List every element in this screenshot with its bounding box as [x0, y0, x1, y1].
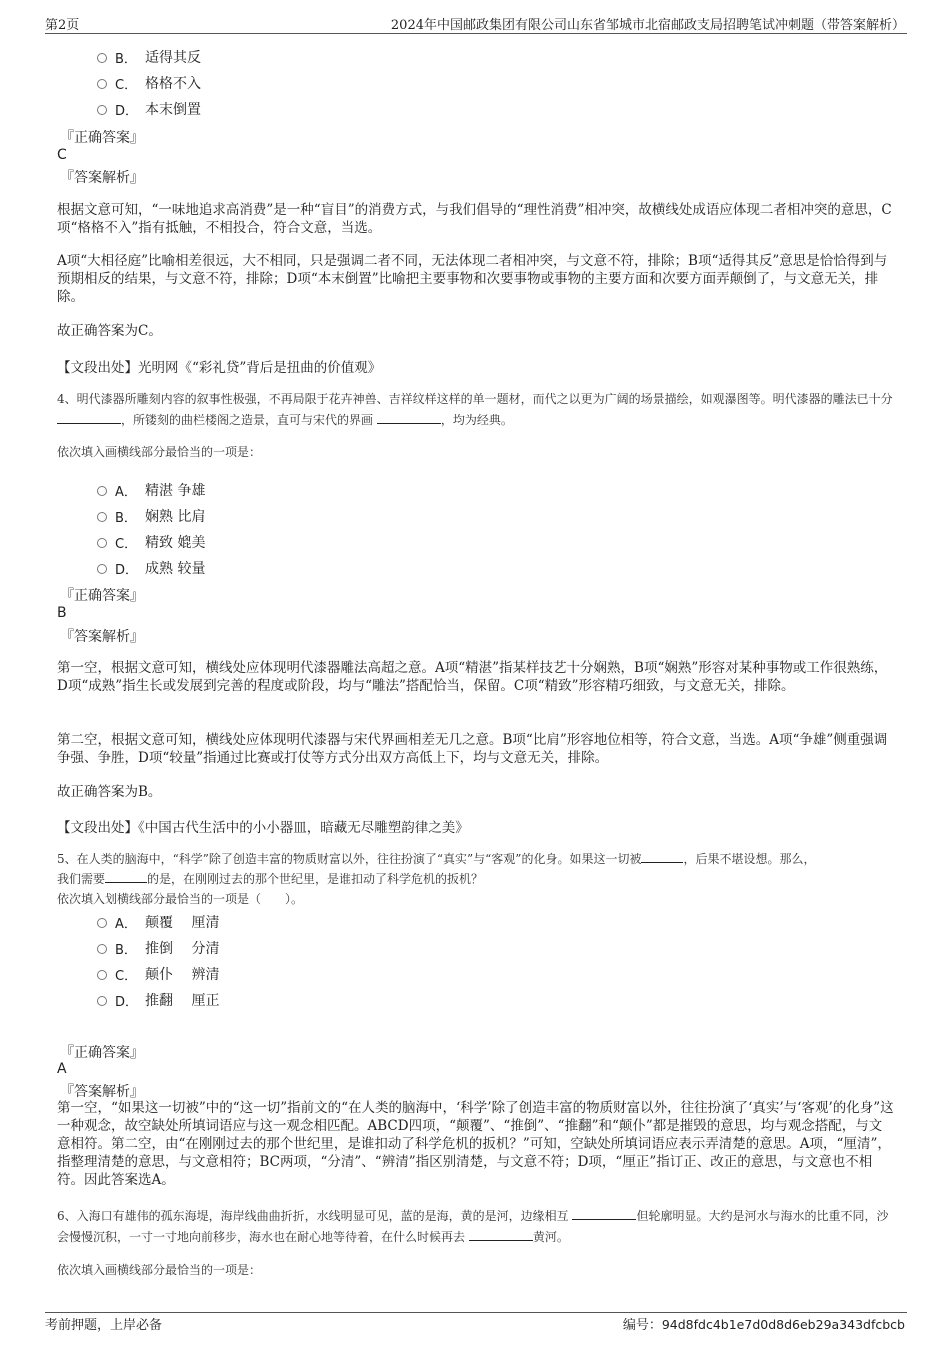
q4-option-b[interactable]: B． 娴熟 比肩 [97, 506, 205, 526]
radio-icon[interactable] [97, 79, 107, 89]
fill-blank [105, 870, 147, 883]
q3-option-c[interactable]: C． 格格不入 [97, 73, 201, 93]
q6-prompt: 依次填入画横线部分最恰当的一项是： [57, 1263, 262, 1277]
q3-analysis-p2: A项“大相径庭”比喻相差很远，大不相同，只是强调二者不同，无法体现二者相冲突，与文意不符，排除；B项“适得其反”意思是恰恰得到与预期相反的结果，与文意不符，排除；D项“本末倒置”比喻把主要事物和次要事物或事物的主要方面和次要方面弄颠倒了，与文意无关，排除。 [57, 253, 888, 305]
fill-blank [469, 1228, 533, 1241]
q3-option-d[interactable]: D． 本末倒置 [97, 99, 201, 119]
radio-icon[interactable] [97, 564, 107, 574]
header-divider [45, 33, 907, 34]
q4-option-d[interactable]: D． 成熟 较量 [97, 558, 205, 578]
q5-option-b[interactable]: B． 推倒 分清 [97, 938, 219, 958]
q4-analysis-p1: 第一空，根据文意可知，横线处应体现明代漆器雕法高超之意。A项“精湛”指某样技艺十分娴熟，B项“娴熟”形容对某种事物或工作很熟练，D项“成熟”指生长或发展到完善的程度或阶段，均与“雕法”搭配恰当，保留。C项“精致”形容精巧细致，与文意无关，排除。 [57, 660, 888, 694]
q4-analysis-p2: 第二空，根据文意可知，横线处应体现明代漆器与宋代界画相差无几之意。B项“比肩”形容地位相等，符合文意，当选。A项“争雄”侧重强调争强、争胜，D项“较量”指通过比赛或打仗等方式分出双方高低上下，均与文意无关，排除。 [57, 732, 888, 766]
radio-icon[interactable] [97, 944, 107, 954]
q5-stem: 5、在人类的脑海中，“科学”除了创造丰富的物质财富以外，往往扮演了“真实”与“客观”的化身。如果这一切被 ，后果不堪设想。那么， 我们需要 的是，在刚刚过去的那个世纪里，是谁扣动了科学危机的扳机？ 依次填入划横线部分最恰当的一项是（ ）。 [57, 852, 816, 906]
footer-divider [45, 1312, 907, 1313]
document-code: 编号：94d8fdc4b1e7d0d8d6eb29a343dfcbcb [622, 1317, 905, 1333]
radio-icon[interactable] [97, 538, 107, 548]
radio-icon[interactable] [97, 53, 107, 63]
q5-analysis: 第一空，“如果这一切被”中的“这一切”指前文的“在人类的脑海中，‘科学’除了创造丰富的物质财富以外，往往扮演了‘真实’与‘客观’的化身”这一种观念，故空缺处所填词语应与这一观念相匹配。ABCD四项，“颠覆”、“推倒”、“推翻”和“颠仆”都是摧毁的意思，均与观念搭配，与文意相符。第二空，由“在刚刚过去的那个世纪里，是谁扣动了科学危机的扳机？”可知，空缺处所填词语应表示弄清楚的意思。A项，“厘清”，指整理清楚的意思，与文意相符；BC两项，“分清”、“辨清”指区别清楚，与文意不符；D项，“厘正”指订正、改正的意思，与文意也不相符。因此答案选A。 [57, 1100, 894, 1188]
radio-icon[interactable] [97, 970, 107, 980]
fill-blank [377, 411, 441, 424]
q3-analysis-p1: 根据文意可知，“一味地追求高消费”是一种“盲目”的消费方式，与我们倡导的“理性消费”相冲突，故横线处成语应体现二者相冲突的意思，C项“格格不入”指有抵触，不相投合，符合文意，当选。 [57, 202, 892, 236]
radio-icon[interactable] [97, 996, 107, 1006]
q5-option-a[interactable]: A． 颠覆 厘清 [97, 912, 219, 932]
q4-answer: B [57, 605, 67, 621]
q5-analysis-label: 『答案解析』 [60, 1084, 144, 1100]
q3-answer: C [57, 147, 67, 163]
q4-answer-label: 『正确答案』 [60, 588, 144, 604]
q5-answer: A [57, 1061, 67, 1077]
q3-analysis-label: 『答案解析』 [60, 170, 144, 186]
q4-option-a[interactable]: A． 精湛 争雄 [97, 480, 205, 500]
q3-answer-label: 『正确答案』 [60, 130, 144, 146]
radio-icon[interactable] [97, 105, 107, 115]
q5-option-d[interactable]: D． 推翻 厘正 [97, 990, 219, 1010]
q3-source: 【文段出处】光明网《“彩礼贷”背后是扭曲的价值观》 [57, 360, 382, 376]
q3-option-b[interactable]: B． 适得其反 [97, 47, 201, 67]
footer-slogan: 考前押题，上岸必备 [45, 1318, 163, 1333]
fill-blank [572, 1207, 636, 1220]
radio-icon[interactable] [97, 512, 107, 522]
q4-analysis-p3: 故正确答案为B。 [57, 784, 162, 800]
q3-analysis-p3: 故正确答案为C。 [57, 323, 162, 339]
q6-stem: 6、入海口有雄伟的孤东海堤，海岸线曲曲折折，水线明显可见，蓝的是海，黄的是河，边缘相互 但轮廓明显。大约是河水与海水的比重不同，沙会慢慢沉积，一寸一寸地向前移步，海水也在耐心地等待着，在什么时候再去 黄河。 [57, 1209, 889, 1244]
q5-answer-label: 『正确答案』 [60, 1045, 144, 1061]
q4-option-c[interactable]: C． 精致 媲美 [97, 532, 205, 552]
q5-option-c[interactable]: C． 颠仆 辨清 [97, 964, 219, 984]
page-number: 第2页 [45, 18, 80, 33]
q4-analysis-label: 『答案解析』 [60, 629, 144, 645]
q4-prompt: 依次填入画横线部分最恰当的一项是： [57, 445, 262, 459]
radio-icon[interactable] [97, 486, 107, 496]
radio-icon[interactable] [97, 918, 107, 928]
fill-blank [57, 411, 121, 424]
q4-source: 【文段出处】《中国古代生活中的小小器皿，暗藏无尽雕塑韵律之美》 [57, 820, 469, 836]
fill-blank [641, 850, 683, 863]
document-title: 2024年中国邮政集团有限公司山东省邹城市北宿邮政支局招聘笔试冲刺题（带答案解析） [390, 18, 905, 33]
q4-stem: 4、明代漆器所雕刻内容的叙事性极强，不再局限于花卉神兽、吉祥纹样这样的单一题材，而代之以更为广阔的场景描绘，如观瀑图等。明代漆器的雕法已十分 ，所镂刻的曲栏楼阁之造景，直可与宋代的界画 ，均为经典。 [57, 392, 893, 427]
